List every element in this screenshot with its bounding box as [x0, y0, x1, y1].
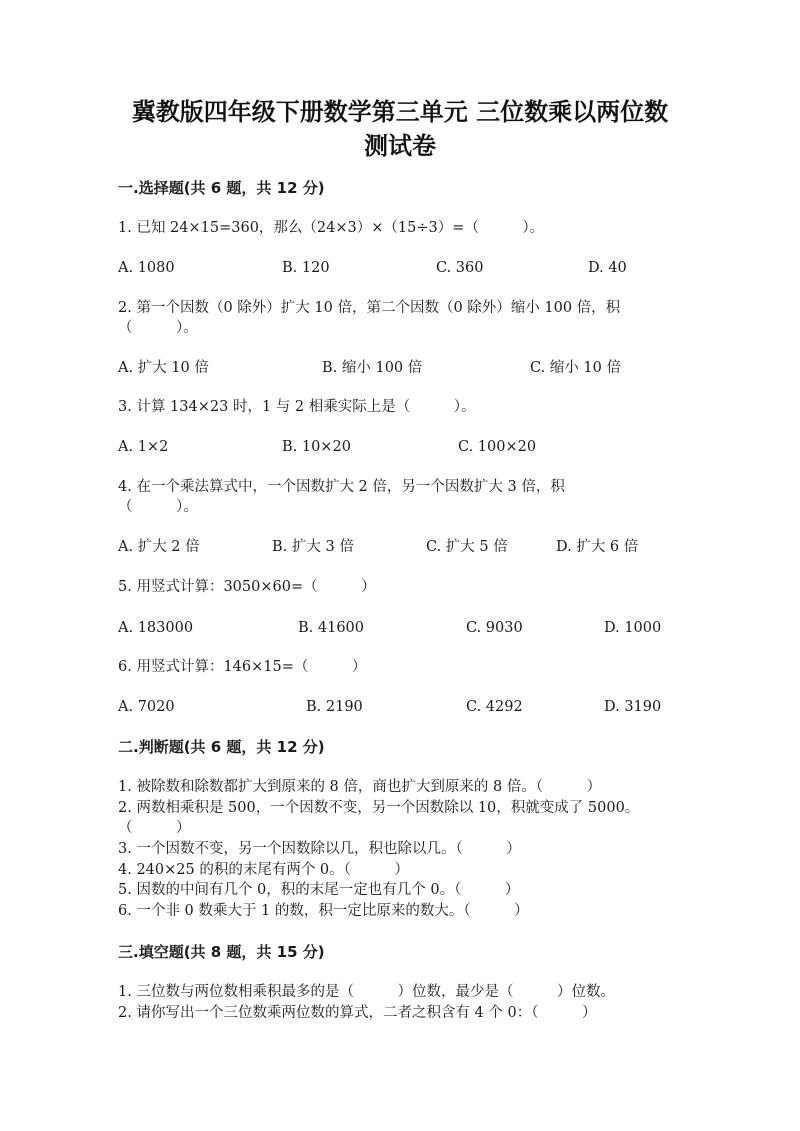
fill-2: 2. 请你写出一个三位数乘两位数的算式，二者之积含有 4 个 0：（ ） — [118, 1005, 597, 1021]
question-2-line1: 2. 第一个因数（0 除外）扩大 10 倍，第二个因数（0 除外）缩小 100 倍，积 — [118, 300, 621, 316]
option-1a: A. 1080 — [118, 260, 175, 276]
page-title-line1: 冀教版四年级下册数学第三单元 三位数乘以两位数 — [131, 98, 669, 126]
section-heading-fill: 三.填空题(共 8 题，共 15 分) — [118, 943, 325, 961]
option-4b: B. 扩大 3 倍 — [272, 539, 354, 555]
judgment-2-line2: （ ） — [118, 820, 191, 836]
judgment-2-line1: 2. 两数相乘积是 500，一个因数不变，另一个因数除以 10，积就变成了 5000。 — [118, 800, 640, 816]
option-3b: B. 10×20 — [282, 439, 351, 455]
question-3: 3. 计算 134×23 时，1 与 2 相乘实际上是（ ）。 — [118, 399, 476, 415]
option-5a: A. 183000 — [118, 620, 194, 636]
judgment-3: 3. 一个因数不变，另一个因数除以几，积也除以几。（ ） — [118, 841, 521, 857]
option-3a: A. 1×2 — [118, 439, 169, 455]
option-6b: B. 2190 — [306, 699, 363, 715]
option-6d: D. 3190 — [604, 699, 662, 715]
question-4-line1: 4. 在一个乘法算式中，一个因数扩大 2 倍，另一个因数扩大 3 倍，积 — [118, 479, 565, 495]
fill-1: 1. 三位数与两位数相乘积最多的是（ ）位数，最少是（ ）位数。 — [118, 984, 615, 1000]
judgment-6: 6. 一个非 0 数乘大于 1 的数，积一定比原来的数大。（ ） — [118, 903, 529, 919]
option-5c: C. 9030 — [466, 620, 523, 636]
judgment-5: 5. 因数的中间有几个 0，积的末尾一定也有几个 0。（ ） — [118, 882, 520, 898]
option-2a: A. 扩大 10 倍 — [118, 360, 209, 376]
option-3c: C. 100×20 — [458, 439, 537, 455]
option-4a: A. 扩大 2 倍 — [118, 539, 200, 555]
option-5d: D. 1000 — [604, 620, 662, 636]
option-6a: A. 7020 — [118, 699, 175, 715]
question-4-line2: （ ）。 — [118, 499, 198, 515]
question-2-line2: （ ）。 — [118, 320, 198, 336]
option-1d: D. 40 — [588, 260, 627, 276]
option-1c: C. 360 — [436, 260, 484, 276]
judgment-1: 1. 被除数和除数都扩大到原来的 8 倍，商也扩大到原来的 8 倍。（ ） — [118, 779, 602, 795]
question-1: 1. 已知 24×15=360，那么（24×3）×（15÷3）=（ ）。 — [118, 220, 545, 236]
option-2c: C. 缩小 10 倍 — [530, 360, 621, 376]
question-6: 6. 用竖式计算：146×15=（ ） — [118, 659, 367, 675]
page-title-line2: 测试卷 — [364, 132, 436, 160]
section-heading-judgment: 二.判断题(共 6 题，共 12 分) — [118, 738, 325, 756]
question-5: 5. 用竖式计算：3050×60=（ ） — [118, 579, 376, 595]
option-5b: B. 41600 — [298, 620, 365, 636]
judgment-4: 4. 240×25 的积的末尾有两个 0。（ ） — [118, 862, 409, 878]
option-2b: B. 缩小 100 倍 — [322, 360, 423, 376]
section-heading-choice: 一.选择题(共 6 题，共 12 分) — [118, 179, 325, 197]
option-4d: D. 扩大 6 倍 — [556, 539, 639, 555]
option-6c: C. 4292 — [466, 699, 523, 715]
option-4c: C. 扩大 5 倍 — [426, 539, 508, 555]
option-1b: B. 120 — [282, 260, 330, 276]
